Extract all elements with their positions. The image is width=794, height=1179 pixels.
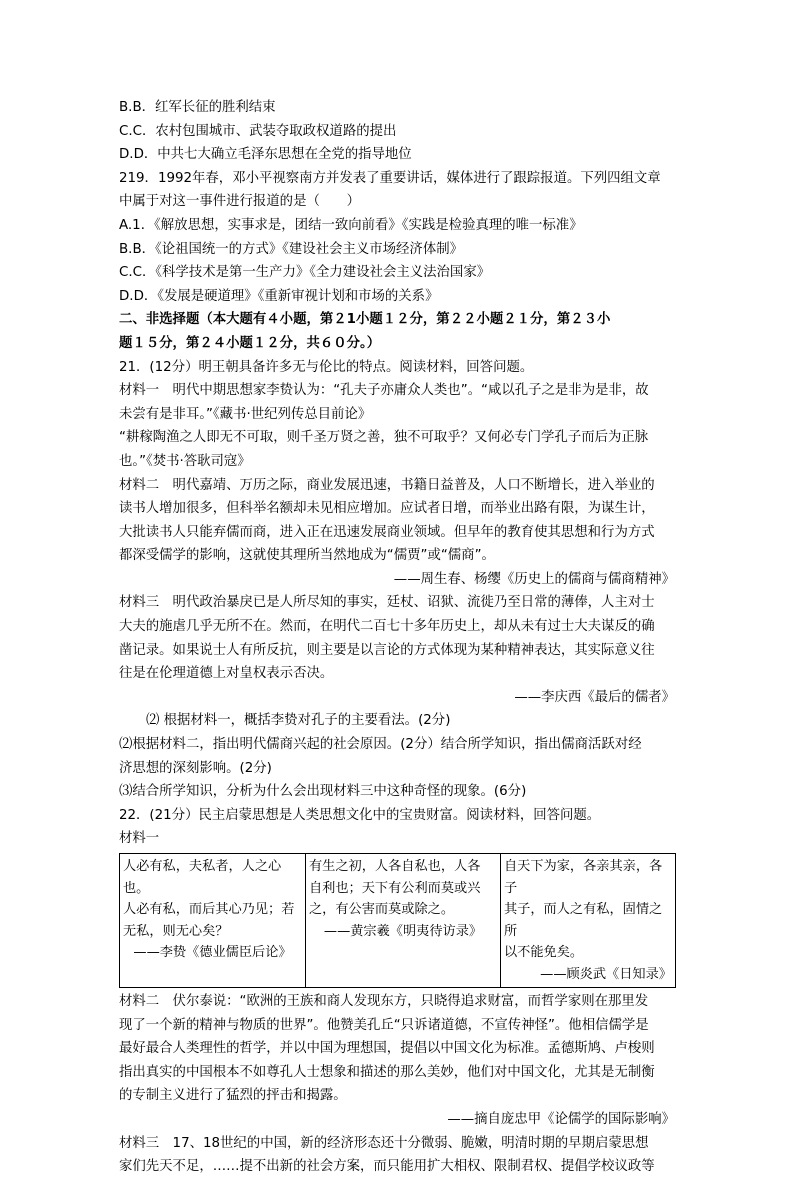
material-text: 材料一 明代中期思想家李贽认为：“孔夫子亦庸众人类也”。“咸以孔子之是非为是非，故 <box>119 383 649 399</box>
quote-line: 其子，而人之有私，固情之所 <box>504 902 663 939</box>
exam-page <box>119 96 675 1179</box>
material-source: ——摘自庞忠甲《论儒学的国际影响》 <box>447 1111 675 1127</box>
section-heading-line: 题１５分，第２４小题１２分，共６０分。） <box>119 335 381 351</box>
material-text: 凿记录。如果说士人有所反抗，则主要是以言论的方式体现为某种精神表达，其实际意义往 <box>119 642 655 658</box>
material-text: 材料二 伏尔泰说：“欧洲的王族和商人发现东方，只晓得追求财富，而哲学家则在那里发 <box>119 994 649 1009</box>
quote-line: 无私，则无心矣？ <box>123 923 229 939</box>
sub-question: ⑵根据材料二，指出明代儒商兴起的社会原因。(2分）结合所学知识，指出儒商活跃对经 <box>119 737 642 753</box>
material-text: 也。”《焚书·答耿司寇》 <box>119 453 251 469</box>
material-text: 材料二 明代嘉靖、万历之际，商业发展迅速，书籍日益普及，人口不断增长，进入举业的 <box>119 477 655 493</box>
quote-cell-li-zhi <box>120 854 306 988</box>
material-text: 材料三 17、18世纪的中国，新的经济形态还十分微弱、脆嫩，明清时期的早期启蒙思想 <box>119 1135 649 1151</box>
option-c: C.C．《科学技术是第一生产力》《全力建设社会主义法治国家》 <box>119 265 491 281</box>
quotes-table <box>119 853 676 988</box>
material-label: 材料一 <box>119 831 160 847</box>
option-c: C.C．农村包围城市、武装夺取政权道路的提出 <box>119 123 397 139</box>
sub-question: ⑵ 根据材料一，概括李贽对孔子的主要看法。(2分) <box>146 713 451 729</box>
quote-cell-gu-yanwu <box>501 854 676 988</box>
option-b: B.B．《论祖国统一的方式》《建设社会主义市场经济体制》 <box>119 241 463 257</box>
material-text: 未尝有是非耳。”《藏书·世纪列传总目前论》 <box>119 406 372 422</box>
quote-source: ——顾炎武《日知录》 <box>540 966 672 982</box>
material-text: 大夫的施虐几乎无所不在。然而，在明代二百七十多年历史上，却从未有过士大夫谋反的确 <box>119 619 655 635</box>
material-text: 都深受儒学的影响，这就使其理所当然地成为“儒贾”或“儒商”。 <box>119 548 495 564</box>
question-219 <box>119 167 675 309</box>
quote-line: 自利也；天下有公利而莫或兴 <box>309 880 481 896</box>
sub-question: ⑶结合所学知识，分析为什么会出现材料三中这种奇怪的现象。(6分) <box>119 784 527 800</box>
quote-source: ——黄宗羲《明夷待访录》 <box>323 923 483 939</box>
material-text: 读书人增加很多，但科举名额却未见相应增加。应试者日增，而举业出路有限，为谋生计， <box>119 501 655 517</box>
section-heading-line: 二、非选择题（本大题有４小题，第２1小题１２分，第２２小题２１分，第２３小 <box>119 312 611 328</box>
table-row <box>120 854 676 988</box>
q218-options <box>119 96 675 167</box>
quote-source: ——李贽《德业儒臣后论》 <box>133 945 292 960</box>
question-stem: 22．(21分）民主启蒙思想是人类思想文化中的宝贵财富。阅读材料，回答问题。 <box>119 807 601 823</box>
option-d: D.D．中共七大确立毛泽东思想在全党的指导地位 <box>119 147 412 163</box>
sub-question: 济思想的深刻影响。(2分) <box>119 760 272 776</box>
quote-line: 自天下为家，各亲其亲，各子 <box>504 859 663 896</box>
material-text: 家们先天不足，……提不出新的社会方案，而只能用扩大相权、限制君权、提倡学校议政等 <box>119 1159 655 1175</box>
option-d: D.D．《发展是硬道理》《重新审视计划和市场的关系》 <box>119 288 439 304</box>
section-heading <box>119 308 675 355</box>
quote-line: 之，有公害而莫或除之。 <box>309 902 455 917</box>
material-text: 的专制主义进行了猛烈的抨击和揭露。 <box>119 1088 347 1104</box>
question-stem: 219．1992年春，邓小平视察南方并发表了重要讲话，媒体进行了跟踪报道。下列四组文章 <box>119 170 661 186</box>
quote-line: 人必有私，而后其心乃见；若 <box>123 902 295 917</box>
question-21 <box>119 356 675 804</box>
material-text: 现了一个新的精神与物质的世界”。他赞美孔丘“只诉诸道德，不宣传神怪”。他相信儒学是 <box>119 1017 649 1033</box>
quote-line: 有生之初，人各自私也，人各 <box>309 859 481 874</box>
option-b: B.B．红军长征的胜利结束 <box>119 100 276 115</box>
quote-cell-huang-zongxi <box>306 854 501 988</box>
question-stem: 中属于对这一事件进行报道的是（ ） <box>119 194 361 210</box>
material-source: ——李庆西《最后的儒者》 <box>514 689 675 705</box>
material-text: 材料三 明代政治暴戾已是人所尽知的事实，廷杖、诏狱、流徙乃至日常的薄俸，人主对士 <box>119 595 655 611</box>
quote-line: 人必有私，夫私者，人之心也。 <box>123 859 282 896</box>
material-text: “耕稼陶渔之人即无不可取，则千圣万贤之善，独不可取乎？又何必专门学孔子而后为正脉 <box>119 430 649 446</box>
material-text: 大批读书人只能弃儒而商，进入正在迅速发展商业领域。但早年的教育使其思想和行为方式 <box>119 524 655 540</box>
option-a: A.1．《解放思想，实事求是，团结一致向前看》《实践是检验真理的唯一标准》 <box>119 217 583 233</box>
quote-line: 以不能免矣。 <box>504 945 584 960</box>
material-text: 指出真实的中国根本不如尊孔人士想象和描述的那么美妙，他们对中国文化，尤其是无制衡 <box>119 1064 655 1080</box>
question-stem: 21．(12分）明王朝具备许多无与伦比的特点。阅读材料，回答问题。 <box>119 359 534 375</box>
material-text: 往是在伦理道德上对皇权表示否决。 <box>119 666 334 682</box>
material-text: 最好最合人类理性的哲学，并以中国为理想国，提倡以中国文化为标准。孟德斯鸠、卢梭则 <box>119 1041 655 1057</box>
material-source: ——周生春、杨缨《历史上的儒商与儒商精神》 <box>393 571 675 587</box>
